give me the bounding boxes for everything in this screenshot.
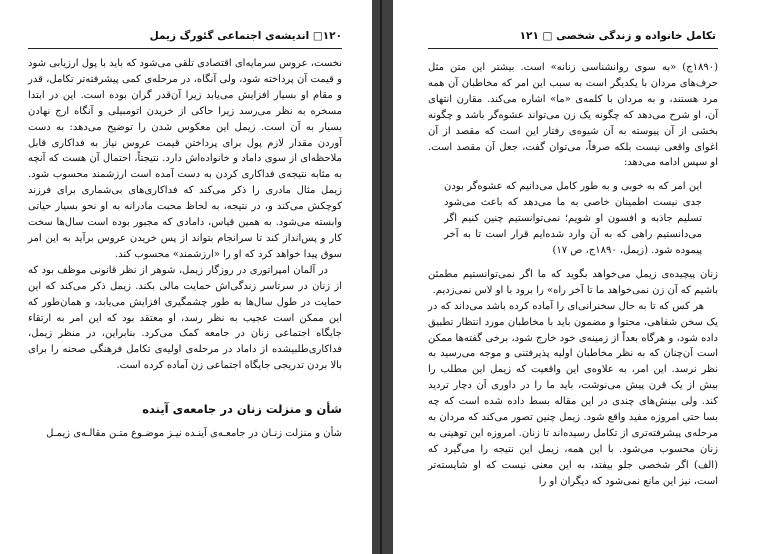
left-page-body [28, 56, 342, 442]
left-page [0, 0, 372, 554]
right-header-rule [428, 48, 718, 49]
right-paragraph-4: هر کس که تا به حال سخنرانی‌ای را آماده کرده باشد می‌داند که در یک سخن شفاهی، محتوا و مضمون باید با مخاطبان مورد انتظار تطبیق داده شود، و هرگاه بعداً از زمینه‌ی خود خارج شود، برخی گفته‌ها ممکن است آن‌چنان که به نظر مخاطبان اولیه پذیرفتنی و موجه می‌رسید به نظر نرسد. این امر، به علاوه‌ی این واقعیت که زیمل این مطلب را بیش از یک قرن پیش می‌نوشت، باید ما را در داوری آن دچار تردید کند. ولی بینش‌های چندی در این مقاله بسط داده شده است که چه بسا حتی امروزه مفید واقع شود. زیمل چنین تصور می‌کند که مردان به مرحله‌ی پیشرفته‌تری از تکامل رسیده‌اند تا زنان. امروزه این توهینی به زنان محسوب می‌شود. با این همه، زیمل این نتیجه را می‌گیرد که (الف) اگر شخصی جلو بیفتد، به این معنی نیست که او شایسته‌تر است، نیز این مانع نمی‌شود که دیگران او را [428, 300, 718, 487]
left-section-paragraph: شأن و منزلت زنـان در جامعـه‌ی آینـده نیـز موضـوع متـن مقالـه‌ی زیمـل [46, 428, 342, 440]
left-paragraph-2: در آلمان امپراتوری در روزگار زیمل، شوهر از نظر قانونی موظف بود که از زنان در سرتاسر زندگی‌اش حمایت مالی بکند. زیمل ذکر می‌کند که این حمایت در طول سال‌ها به طور چشمگیری افزایش می‌یابد، و همان‌طور که این ممکن است عجیب به نظر رسد، او معتقد بود که این امر به ارتقاء جایگاه اجتماعی زنان در جامعه کمک می‌کرد. بنابراین، در منظر زیمل، فداکاری‌طلبیشده از داماد در مرحله‌ی اولیه‌ی تکامل فرهنگی صحنه را برای بالا بردن تدریجی جایگاه اجتماعی زن آماده کرده است. [28, 264, 342, 372]
right-page-header: تکامل خانواده و زندگی شخصی □ ۱۲۱ [519, 30, 716, 42]
quote-spacer-top [428, 171, 718, 179]
right-page [393, 0, 768, 554]
quote-spacer-bottom [428, 259, 718, 267]
book-gutter [372, 0, 393, 554]
left-paragraph-1: نخست، عروس سرمایه‌ای اقتصادی تلقی می‌شود که باید با پول ارزیابی شود و قیمت آن پرداخته شود، ولی آنگاه، در مرحله‌ی کمی پیشرفته‌تر تکامل، قدر و مقام او بسیار افزایش می‌یابد زیرا آن‌قدر گران بوده است. این در ابتدا مسخره به نظر می‌رسد زیرا حاکی از خریدن اتومبیلی و آنگاه ارج نهادن بسیار به آن است. زیمل این معکوس شدن را توضیح می‌دهد: به دست آوردن مقدار لازم پول برای پرداختن قیمت عروس نیاز به فداکاری قابل ملاحظه‌ای از سوی داماد و خانواده‌اش دارد. نتیجتاً، احتمال آن هست که آنچه به مثابه نتیجه‌ی فداکاری کردن به دست آمده است ارزشمند محسوب شود. زیمل مثال مادری را ذکر می‌کند که فداکاری‌های بی‌شماری برای فرزند کوچکش می‌کند و، در نتیجه، به لحاظ محبت مادرانه به او نحو بسیار حیاتی وابسته می‌شود. به همین قیاس، دامادی که مجبور بوده است سال‌ها سخت کار و پس‌انداز کند تا سرانجام بتواند از پس خریدن عروس برآید به این امر سوق پیدا خواهد کرد که او را «ارزشمند» محسوب کند. [28, 58, 342, 260]
right-paragraph-1: (۱۸۹۰ج) «به سوی روانشناسی زنانه» است. بیشتر این متن مثل حرف‌های مردان با یکدیگر است به سبب این امر که مخاطبان آن همه مرد هستند، و به مردان با کلمه‌ی «ما» اشاره می‌کند. مقارن انتهای آن، او شرح می‌دهد که چگونه یک زن می‌تواند عشوه‌گر باشد و چگونه بخشی از آن پیوسته به آن شیوه‌ی رفتار این است که مقصد از آن اغوای واقعی نیست بلکه صرفاً، می‌توان گفت، جعل آن مقصد است. او سپس ادامه می‌دهد: [428, 62, 718, 169]
gutter-divider [380, 0, 382, 554]
left-header-rule [28, 48, 342, 49]
right-paragraph-3: زنان پیچیده‌ی زیمل می‌خواهد بگوید که ما اگر نمی‌توانستیم مطمئن باشیم که آن زن نمی‌خواهد ما تا آخر راه» را برود با او لاس نمی‌زدیم. [428, 268, 718, 296]
block-quote: این امر که به خوبی و به طور کامل می‌دانیم که عشوه‌گر بودن جدی نیست اطمینان خاصی به ما می‌دهد که باعث می‌شود تسلیم جاذبه و افسون او شویم؛ نمی‌توانستیم چنین کنیم اگر می‌دانستیم راهی که به آن وارد شده‌ایم قرار است تا به آخر پیموده شود. (زیمل، ۱۸۹۰ج، ص ۱۷) [444, 181, 702, 256]
section-heading: شأن و منزلت زنان در جامعه‌ی آینده [142, 402, 342, 417]
right-page-body [428, 60, 718, 490]
section-spacer [28, 374, 342, 402]
left-page-header: ۱۲۰□ اندیشه‌ی اجتماعی گئورگ زیمل [149, 30, 342, 42]
